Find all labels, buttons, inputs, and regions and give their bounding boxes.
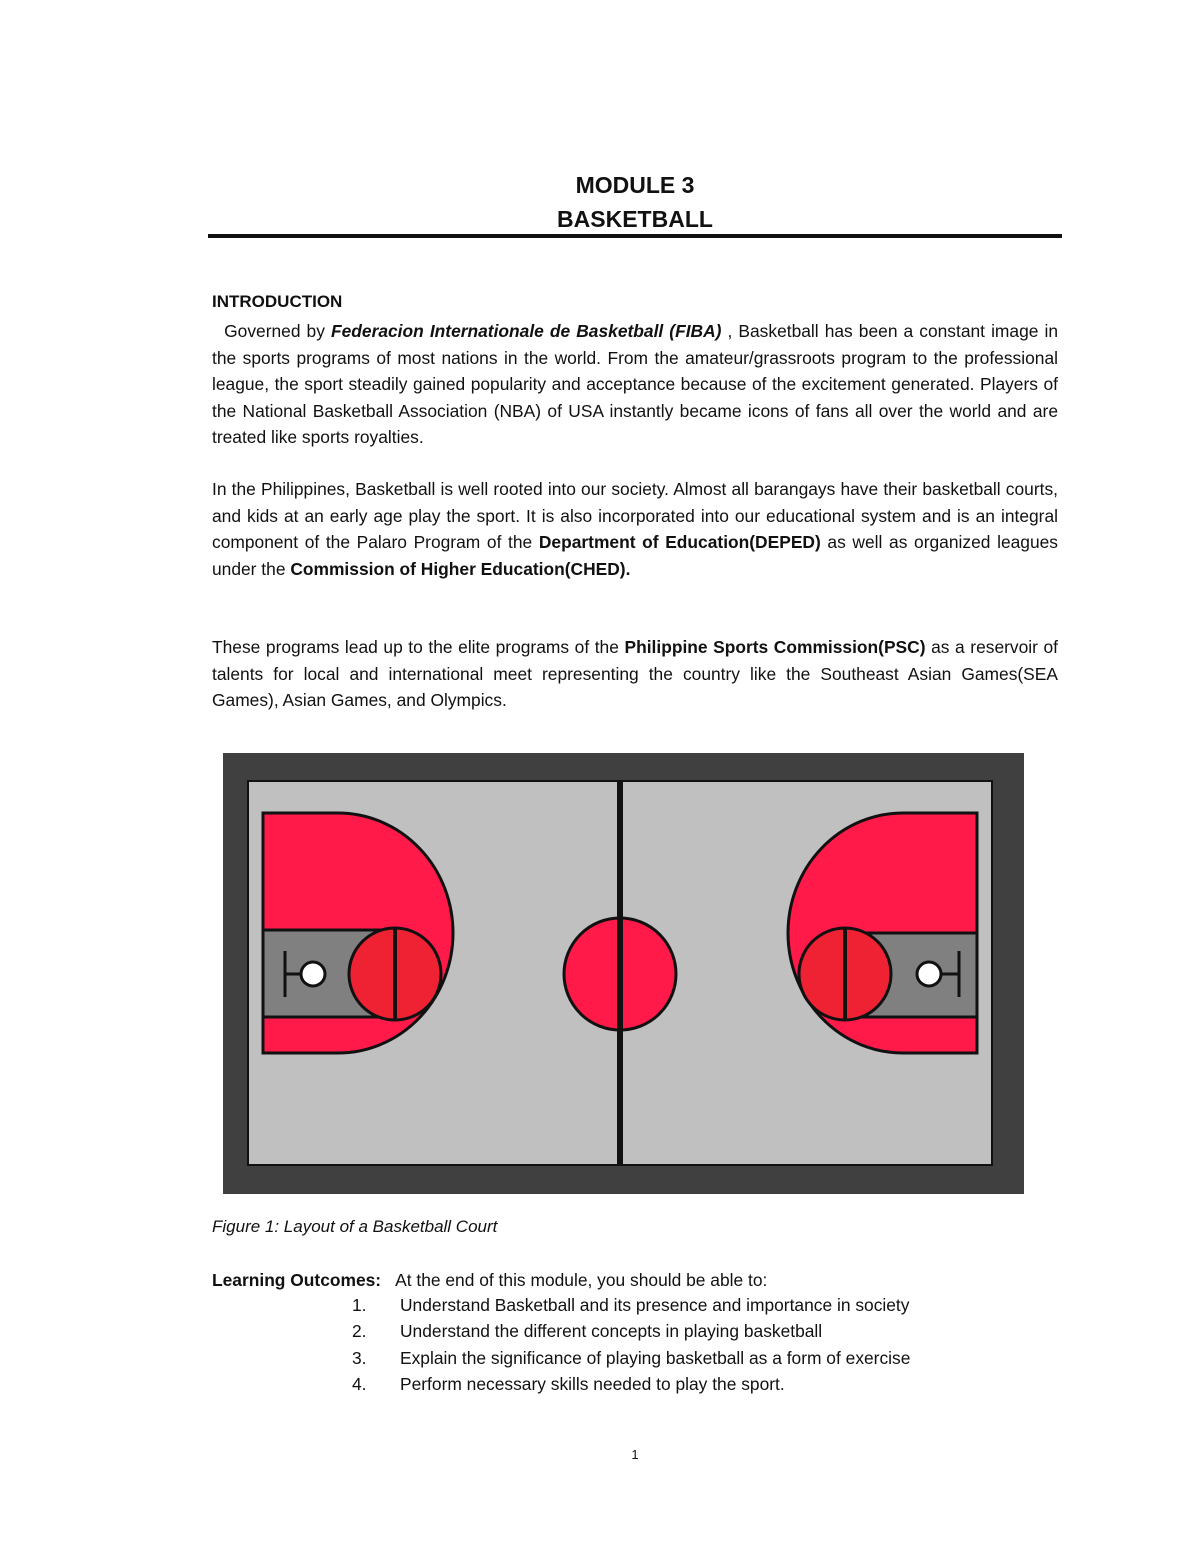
- list-item: [0, 1321, 1200, 1347]
- left-basket: [301, 962, 325, 986]
- list-item-text: Perform necessary skills needed to play the sport.: [400, 1374, 785, 1395]
- list-item: [0, 1374, 1200, 1400]
- p3-part-b: as a reservoir of talents for local and international meet representing the country like the Southeast Asian Games(SEA Games), Asian Games, and Olympics.: [212, 637, 1059, 710]
- module-subtitle: BASKETBALL: [557, 206, 713, 232]
- list-item-number: 2.: [352, 1321, 367, 1342]
- list-item: [0, 1348, 1200, 1374]
- title-divider: [208, 234, 1062, 238]
- fiba-name: Federacion Internationale de Basketball (FIBA): [330, 321, 722, 341]
- list-item-text: Understand Basketball and its presence and importance in society: [400, 1295, 910, 1315]
- ched-name: Commission of Higher Education(CHED).: [290, 558, 631, 579]
- p2-part-a: In the Philippines, Basketball is well rooted into our society. Almost all barangays have their basketball courts, and kids at an early age play the sport. It is also incorporated into our educational system and is an integral component of the Palaro Program of the: [212, 479, 1058, 552]
- figure-caption: Figure 1: Layout of a Basketball Court: [212, 1217, 498, 1236]
- list-item: [0, 1295, 1200, 1321]
- basketball-court-figure: [223, 753, 1024, 1194]
- page-number: 1: [631, 1447, 639, 1462]
- learning-outcomes-lead: At the end of this module, you should be able to:: [395, 1270, 768, 1290]
- list-item-text: Explain the significance of playing basketball as a form of exercise: [400, 1347, 911, 1368]
- p3-part-a: These programs lead up to the elite programs of the: [212, 637, 625, 657]
- list-item-number: 4.: [352, 1374, 367, 1395]
- intro-heading: INTRODUCTION: [212, 292, 343, 311]
- learning-outcomes-list: [0, 1295, 1200, 1401]
- p1-rest: , Basketball has been a constant image in the sports programs of most nations in the world. From the amateur/grassroots program to the professional league, the sport steadily gained popularity and acceptance because of the excitement generated. Players of the National Basketball Association (NBA) of USA instantly became icons of fans all over the world and are treated like sports royalties.: [212, 321, 1059, 447]
- list-item-text: Understand the different concepts in playing basketball: [400, 1321, 823, 1342]
- learning-outcomes-intro: [212, 1270, 767, 1291]
- psc-name: Philippine Sports Commission(PSC): [624, 637, 926, 657]
- module-title: MODULE 3: [575, 172, 695, 198]
- learning-outcomes-label: Learning Outcomes:: [212, 1270, 382, 1290]
- p2-part-b: as well as organized leagues under the: [212, 532, 1058, 579]
- deped-name: Department of Education(DEPED): [538, 532, 821, 552]
- intro-paragraph-2: [212, 476, 1058, 582]
- list-item-number: 1.: [352, 1295, 367, 1315]
- p1-prefix: Governed by: [224, 321, 331, 341]
- intro-paragraph-1: [212, 318, 1058, 451]
- list-item-number: 3.: [352, 1347, 367, 1368]
- intro-paragraph-3: [212, 634, 1058, 714]
- right-basket: [917, 962, 941, 986]
